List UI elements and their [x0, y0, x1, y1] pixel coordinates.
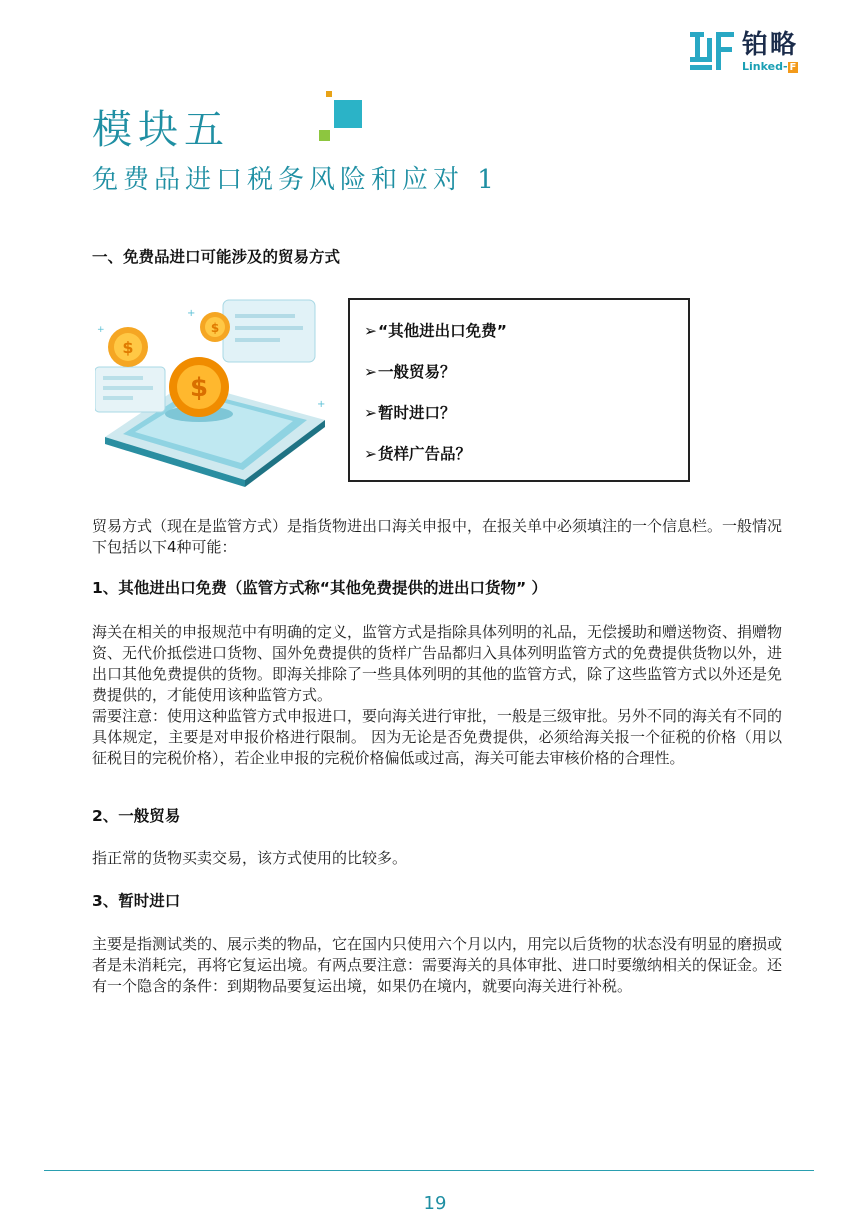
section-heading-trade-methods: 一、免费品进口可能涉及的贸易方式	[92, 248, 341, 266]
arrow-bullet-icon: ➢	[364, 404, 377, 422]
coins-tablet-illustration	[95, 292, 335, 492]
arrow-bullet-icon: ➢	[364, 445, 377, 463]
item3-paragraph: 主要是指测试类的、展示类的物品，它在国内只使用六个月以内，用完以后货物的状态没有明显的磨损或者是未消耗完，再将它复运出境。有两点要注意：需要海关的具体审批、进口时要缴纳相关的保证金。还有一个隐含的条件：到期物品要复运出境，如果仍在境内，就要向海关进行补税。	[92, 935, 783, 995]
svg-text:+: +	[187, 308, 196, 319]
decorative-squares-icon	[318, 90, 368, 142]
logo-chinese-name: 铂略	[742, 30, 799, 60]
item1-paragraph-note: 需要注意：使用这种监管方式申报进口，要向海关进行审批，一般是三级审批。另外不同的海关有不同的具体规定，主要是对申报价格进行限制。 因为无论是否免费提供，必须给海关报一个征税的价格（用以征税目的完税价格），若企业申报的完税价格偏低或过高，海关可能去审核价格的合理性。	[92, 707, 783, 767]
svg-text:$: $	[122, 338, 134, 357]
module-subtitle: 免费品进口税务风险和应对 1	[92, 165, 499, 195]
item2-heading: 2、一般贸易	[92, 807, 181, 825]
footer-divider	[44, 1170, 814, 1171]
list-item: ➢货样广告品？	[364, 445, 472, 463]
intro-paragraph: 贸易方式（现在是监管方式）是指货物进出口海关申报中，在报关单中必须填注的一个信息栏。一般情况下包括以下4种可能：	[92, 517, 783, 556]
logo-mark-icon	[690, 32, 734, 70]
logo-english-name: Linked- F	[742, 60, 797, 73]
item1-paragraph-definition: 海关在相关的申报规范中有明确的定义，监管方式是指除具体列明的礼品，无偿援助和赠送物资、捐赠物资、无代价抵偿进口货物、国外免费提供的货样广告品都归入具体列明监管方式的免费提供货物以外，进出口其他免费提供的货物。即海关排除了一些具体列明的其他的监管方式，除了这些监管方式以外还是免费提供的，才能使用该种监管方式。	[92, 623, 783, 704]
list-item: ➢“其他进出口免费”	[364, 322, 507, 340]
item2-paragraph: 指正常的货物买卖交易，该方式使用的比较多。	[92, 849, 408, 867]
trade-methods-box	[348, 298, 690, 482]
svg-text:$: $	[210, 321, 220, 335]
arrow-bullet-icon: ➢	[364, 322, 377, 340]
list-item: ➢一般贸易？	[364, 363, 456, 381]
svg-text:+: +	[97, 325, 105, 335]
item1-heading: 1、其他进出口免费（监管方式称“其他免费提供的进出口货物” ）	[92, 579, 548, 597]
arrow-bullet-icon: ➢	[364, 363, 377, 381]
page-number: 19	[423, 1193, 447, 1214]
svg-text:$: $	[189, 373, 209, 403]
item3-heading: 3、暂时进口	[92, 892, 181, 910]
module-title: 模块五	[92, 107, 230, 153]
svg-text:+: +	[317, 399, 326, 410]
list-item: ➢暂时进口？	[364, 404, 456, 422]
brand-logo	[690, 30, 820, 74]
